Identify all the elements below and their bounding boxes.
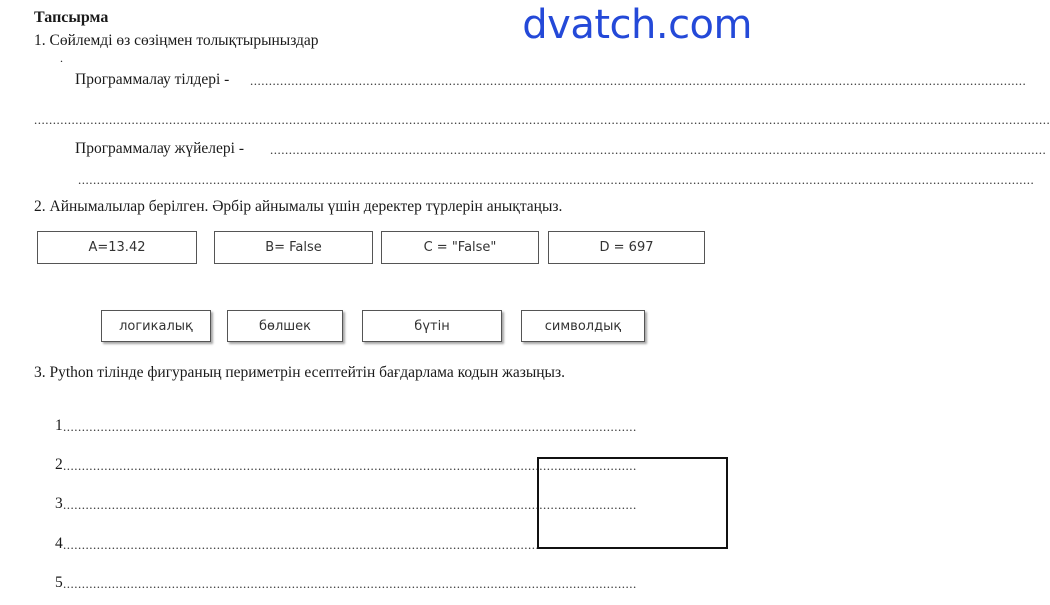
type-box-character[interactable]: символдық [521,310,645,342]
type-box-logical[interactable]: логикалық [101,310,211,342]
variable-box-b[interactable]: B= False [214,231,373,264]
code-line-number: 2 [55,456,63,473]
task3-heading: 3. Python тілінде фигураның периметрін есептейтін бағдарлама кодын жазыңыз. [34,364,565,381]
task1-line2-blank-continued[interactable]: ............................................................................................................................................................................................................................................................... [78,172,1035,187]
task1-line1-blank[interactable]: ............................................................................................................................................................................................................... [250,73,1027,88]
code-line-number: 4 [55,535,63,552]
code-line-number: 3 [55,495,63,512]
watermark: dvatch.com [522,2,752,48]
code-line-number: 5 [55,574,63,591]
task2-heading: 2. Айнымалылар берілген. Әрбір айнымалы үшін деректер түрлерін анықтаңыз. [34,198,563,215]
task1-line1-blank-continued[interactable]: ............................................................................................................................................................................................................................................................................... [34,112,1050,127]
page-title: Тапсырма [34,9,109,26]
variable-box-c[interactable]: C = "False" [381,231,539,264]
task1-line2-label: Программалау жүйелері - [75,140,245,157]
type-box-fraction[interactable]: бөлшек [227,310,343,342]
rectangle-figure [537,457,728,549]
code-line-blank[interactable]: ......................................................................................................................................................... [63,537,637,552]
code-line-blank[interactable]: ......................................................................................................................................................... [63,419,637,434]
variable-box-d[interactable]: D = 697 [548,231,705,264]
code-line-blank[interactable]: ......................................................................................................................................................... [63,458,637,473]
type-box-integer[interactable]: бүтін [362,310,502,342]
code-line-blank[interactable]: ......................................................................................................................................................... [63,576,637,591]
task1-heading: 1. Сөйлемді өз сөзіңмен толықтырыныздар [34,32,319,49]
task1-line1-label: Программалау тілдері - [75,71,230,88]
task1-bullet: . [60,51,63,65]
code-line-blank[interactable]: ......................................................................................................................................................... [63,497,637,512]
task1-line2-blank[interactable]: ............................................................................................................................................................................................................... [270,142,1047,157]
code-line-number: 1 [55,417,63,434]
variable-box-a[interactable]: A=13.42 [37,231,197,264]
